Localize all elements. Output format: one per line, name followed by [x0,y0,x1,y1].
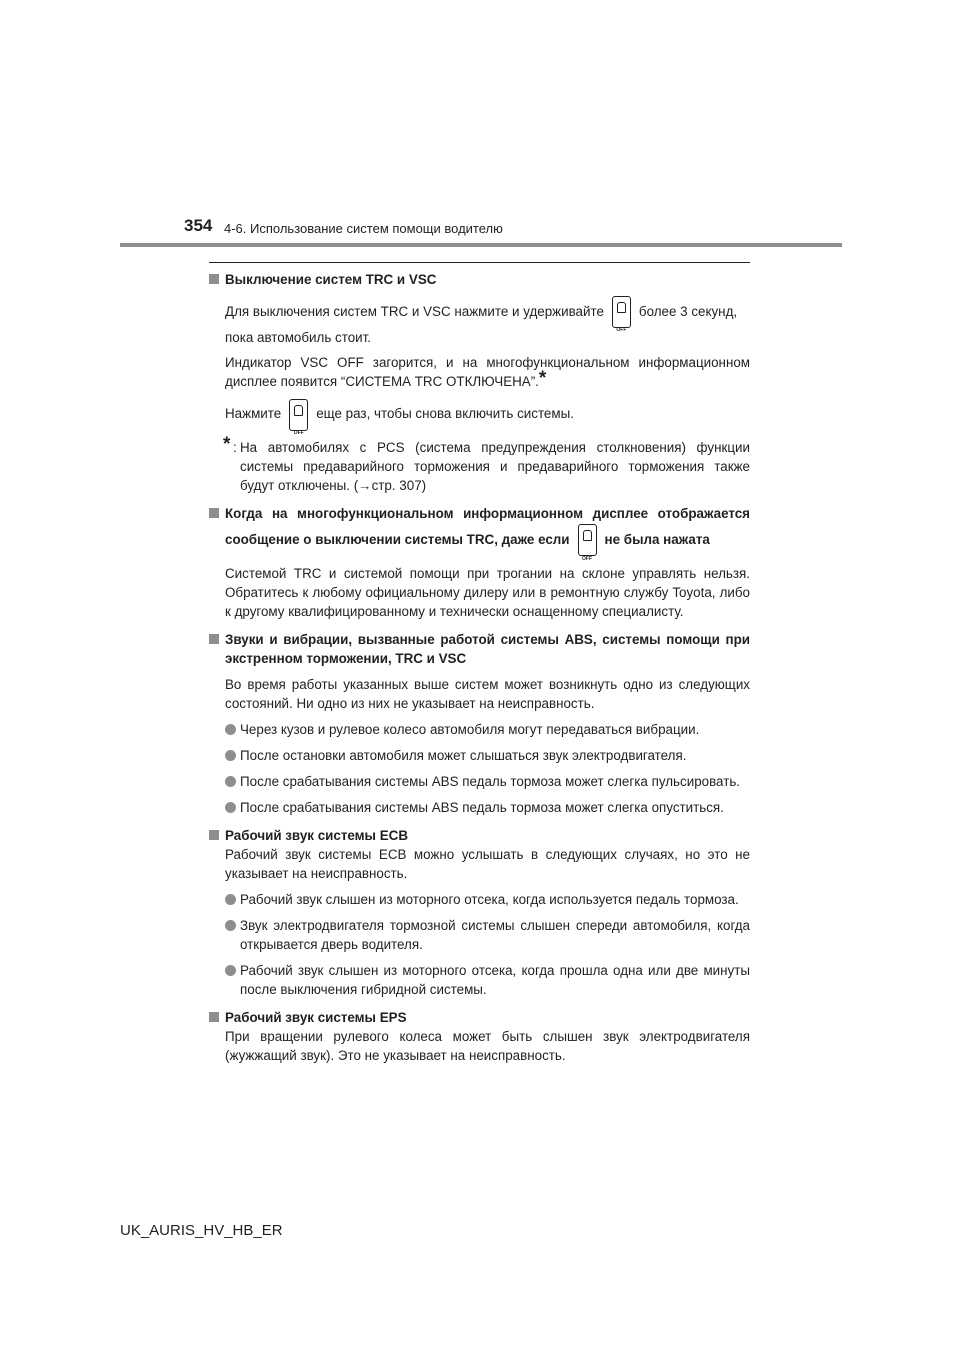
section-divider [209,262,750,263]
footnote-mark: * [538,368,547,390]
round-bullet-icon [225,724,236,735]
heading-text: сообщение о выключении системы TRC, даже если [225,531,570,547]
header-rule [120,243,842,247]
round-bullet-icon [225,776,236,787]
list-item: После остановки автомобиля может слышаться звук электродвигателя. [209,746,750,765]
round-bullet-icon [225,894,236,905]
list-item: После срабатывания системы ABS педаль тормоза может слегка пульсировать. [209,772,750,791]
footnote-text: На автомобилях с PCS (система предупреждения столкновения) функции системы предаварийного торможения и предаварийного торможения также будут отключены. (→стр. 307) [240,439,750,493]
square-bullet-icon [209,508,219,518]
square-bullet-icon [209,1012,219,1022]
footnote-star: * [223,433,231,455]
paragraph-text: Нажмите [225,406,282,422]
heading-text: Когда на многофункциональном информационном дисплее отображается [225,505,750,521]
heading-text: не была нажата [604,531,710,547]
square-bullet-icon [209,274,219,284]
section-heading-trc-vsc-off [209,270,750,289]
round-bullet-icon [225,965,236,976]
vsc-off-switch-icon: OFF [612,296,631,328]
round-bullet-icon [225,750,236,761]
vsc-off-switch-icon: OFF [289,399,308,431]
paragraph [209,353,750,391]
list-item: После срабатывания системы ABS педаль тормоза может слегка опуститься. [209,798,750,817]
paragraph-text: Индикатор VSC OFF загорится, и на многофункциональном информационном дисплее появится “СИСТЕМА TRC ОТКЛЮЧЕНА”. [225,355,750,390]
section-heading-sounds-vibrations [209,630,750,668]
heading-text: Рабочий звук системы EPS [225,1009,407,1025]
paragraph-text: Для выключения систем TRC и VSC нажмите и удерживайте [225,304,604,319]
page-content [209,270,750,1065]
section-heading-ecb-sound [209,826,750,845]
paragraph: Системой TRC и системой помощи при трогании на склоне управлять нельзя. Обратитесь к любому официальному дилеру или в ремонтную службу Toyota, либо к другому квалифицированному и технически оснащенному специалисту. [225,565,750,619]
heading-text: Рабочий звук системы ECB [225,827,408,843]
heading-text: Звуки и вибрации, вызванные работой системы ABS, системы помощи при экстренном торможении, TRC и VSC [225,631,750,666]
paragraph [209,398,750,436]
list-item: Звук электродвигателя тормозной системы слышен спереди автомобиля, когда открывается дверь водителя. [209,916,750,954]
paragraph-text: еще раз, чтобы снова включить системы. [316,406,574,422]
section-heading-eps-sound [209,1008,750,1027]
section-heading-cont [209,523,750,563]
page-number: 354 [184,216,213,235]
paragraph-text: более 3 секунд, [638,304,738,319]
paragraph [209,296,750,334]
square-bullet-icon [209,634,219,644]
paragraph: Рабочий звук системы ECB можно услышать в следующих случаях, но это не указывает на неисправность. [225,846,750,881]
round-bullet-icon [225,920,236,931]
footnote: * : На автомобилях с PCS (система предупреждения столкновения) функции системы предаварийного торможения и предаварийного торможения также будут отключены. (→стр. 307) [223,433,750,493]
round-bullet-icon [225,802,236,813]
paragraph: При вращении рулевого колеса может быть слышен звук электродвигателя (жужжащий звук). Это не указывает на неисправность. [225,1028,750,1063]
paragraph: Во время работы указанных выше систем может возникнуть одно из следующих состояний. Ни одно из них не указывает на неисправность. [225,676,750,711]
chapter-title: 4-6. Использование систем помощи водителю [224,221,503,236]
list-item: Через кузов и рулевое колесо автомобиля могут передаваться вибрации. [209,720,750,739]
section-heading-trc-message [209,504,750,523]
heading-text: Выключение систем TRC и VSC [225,272,437,287]
document-code: UK_AURIS_HV_HB_ER [120,1222,283,1239]
vsc-off-switch-icon: OFF [578,524,597,556]
list-item: Рабочий звук слышен из моторного отсека, когда используется педаль тормоза. [209,890,750,909]
paragraph: пока автомобиль стоит. [225,330,372,346]
list-item: Рабочий звук слышен из моторного отсека, когда прошла одна или две минуты после выключения гибридной системы. [209,961,750,999]
square-bullet-icon [209,830,219,840]
